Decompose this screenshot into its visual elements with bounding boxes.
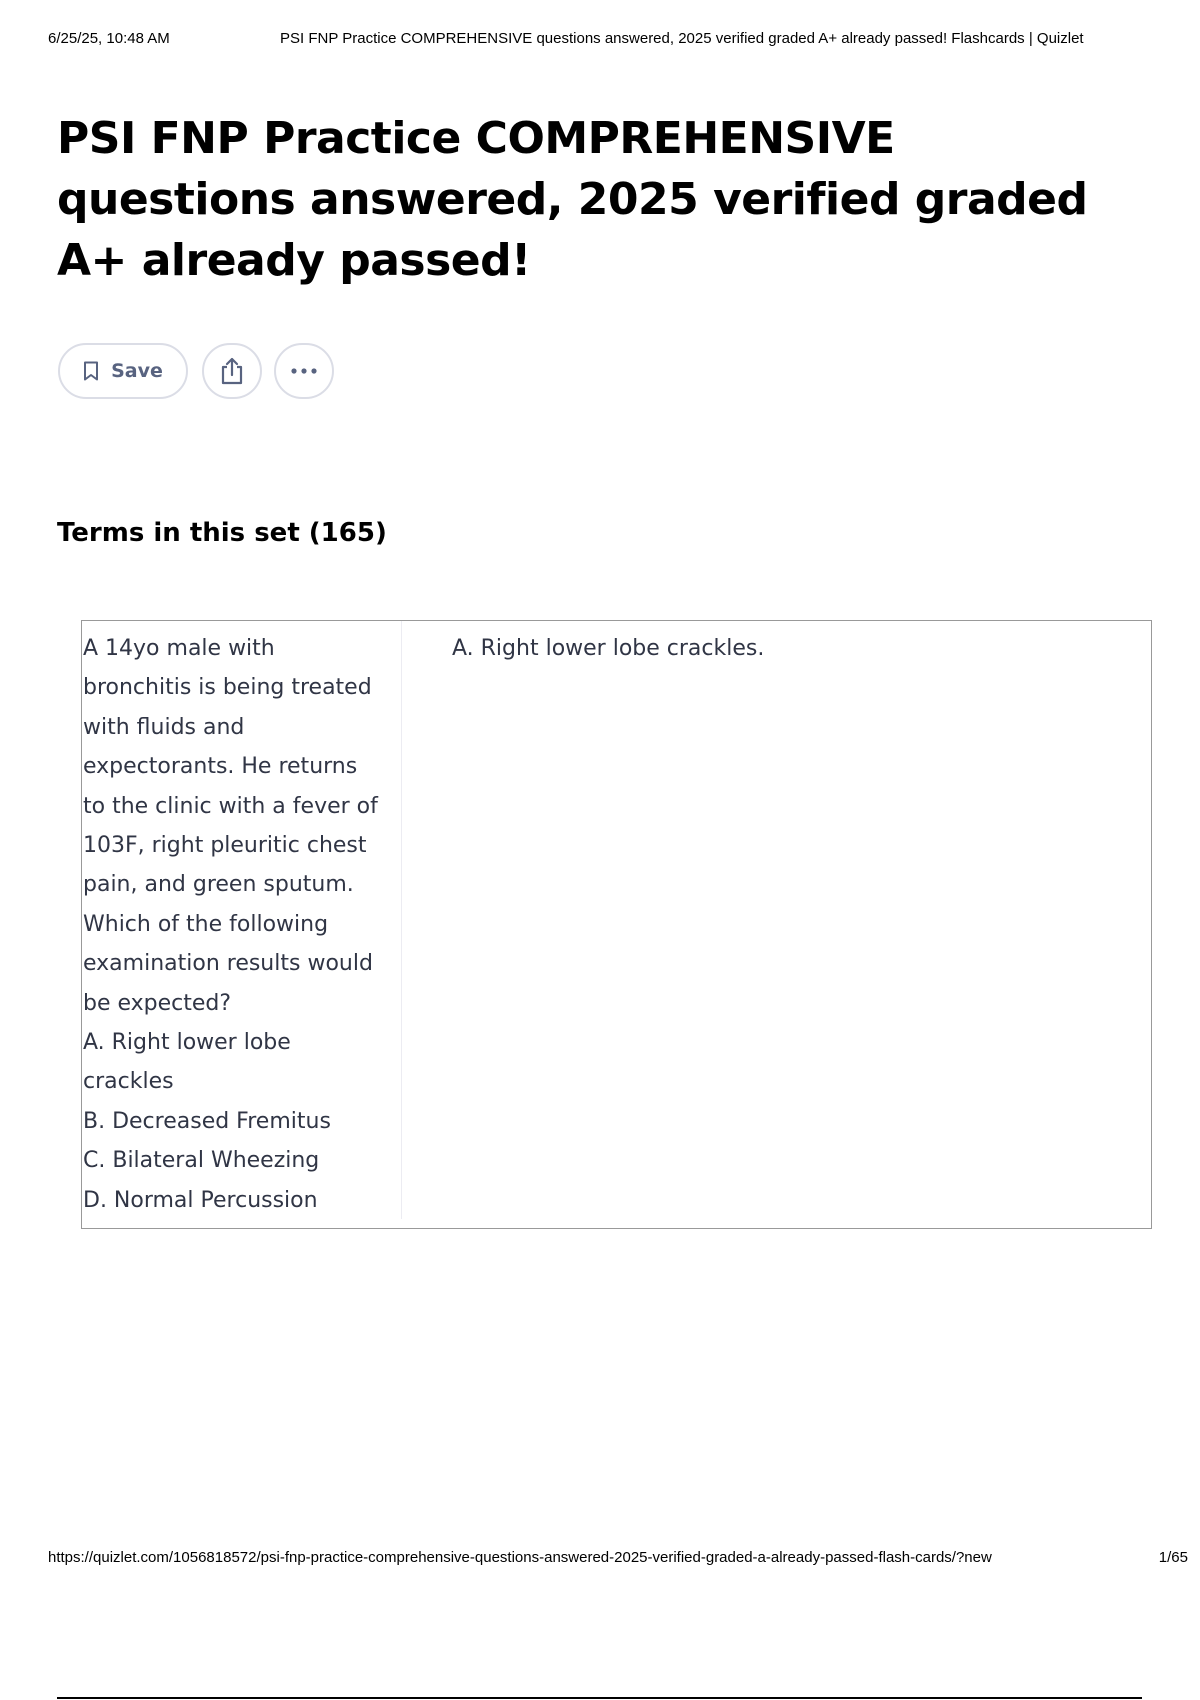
more-options-button[interactable] <box>274 343 334 399</box>
term-line: with fluids and <box>83 714 245 740</box>
page-title: PSI FNP Practice COMPREHENSIVE questions answered, 2025 verified graded A+ already passed! <box>57 113 1088 286</box>
term-line: examination results would <box>83 951 373 977</box>
more-horizontal-icon <box>290 367 318 375</box>
term-line: 103F, right pleuritic chest <box>83 833 367 859</box>
share-button[interactable] <box>202 343 262 399</box>
print-url: https://quizlet.com/1056818572/psi-fnp-practice-comprehensive-questions-answered-2025-verified-graded-a-already-passed-flash-cards/?new <box>48 1549 992 1566</box>
page-number: 1/65 <box>1158 1549 1188 1566</box>
term-line: expectorants. He returns <box>83 754 358 780</box>
term-line: D. Normal Percussion <box>83 1187 318 1213</box>
term-line: Which of the following <box>83 911 329 937</box>
bottom-divider <box>57 1697 1142 1699</box>
term-line: C. Bilateral Wheezing <box>83 1148 320 1174</box>
save-button-label: Save <box>111 360 163 382</box>
save-button[interactable] <box>58 343 188 399</box>
term-line: A. Right lower lobe <box>83 1030 291 1056</box>
term-text <box>83 621 402 1219</box>
term-line: to the clinic with a fever of <box>83 793 378 819</box>
bookmark-icon <box>83 361 99 381</box>
print-document-title: PSI FNP Practice COMPREHENSIVE questions answered, 2025 verified graded A+ already passed! Flashcards | Quizlet <box>280 30 1084 47</box>
term-line: crackles <box>83 1069 174 1095</box>
print-datetime: 6/25/25, 10:48 AM <box>48 30 170 47</box>
term-line: be expected? <box>83 990 232 1016</box>
term-card <box>81 620 1152 1229</box>
share-icon <box>219 356 245 386</box>
terms-heading: Terms in this set (165) <box>57 518 387 548</box>
term-line: A 14yo male with <box>83 636 275 661</box>
definition-text: A. Right lower lobe crackles. <box>452 636 765 661</box>
term-line: B. Decreased Fremitus <box>83 1108 331 1134</box>
term-line: bronchitis is being treated <box>83 675 372 701</box>
term-line: pain, and green sputum. <box>83 872 354 898</box>
